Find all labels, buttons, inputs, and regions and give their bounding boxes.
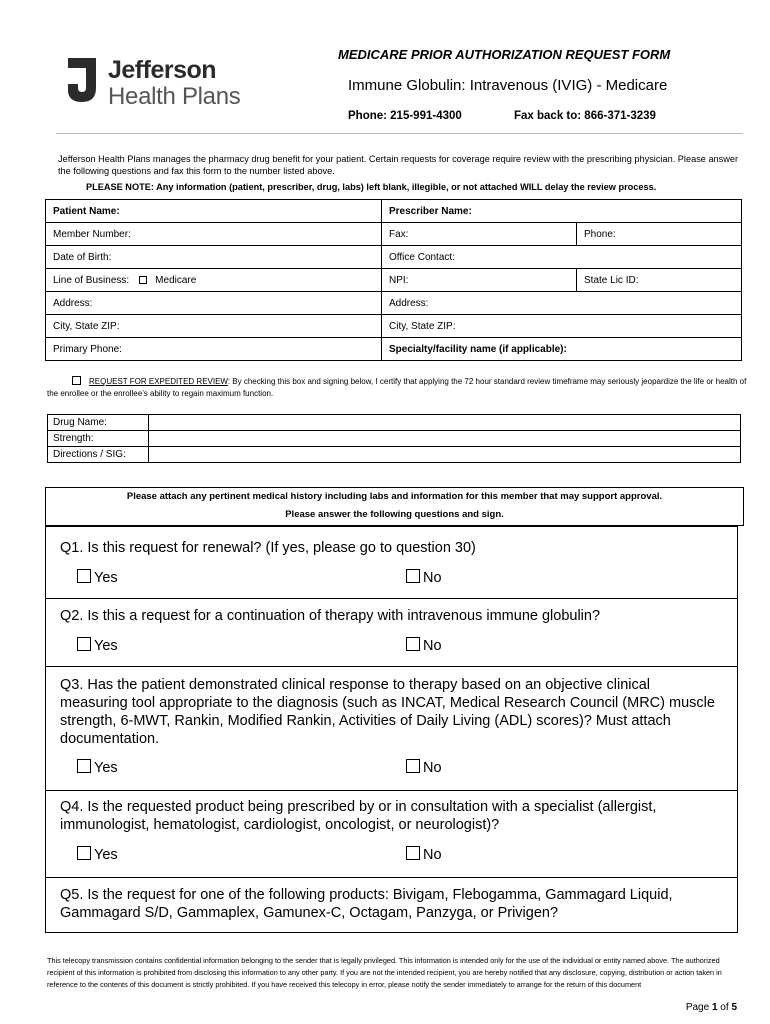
question-text: Q4. Is the requested product being prescribed by or in consultation with a specialist (allergist, immunologist, hematologist, cardiologist, oncologist, or neurologist)? bbox=[60, 799, 657, 833]
drug-table bbox=[47, 414, 741, 463]
question-text: Q2. Is this a request for a continuation of therapy with intravenous immune globulin? bbox=[60, 608, 601, 624]
header-divider bbox=[56, 133, 743, 134]
q2-no[interactable]: No bbox=[406, 637, 442, 654]
checkbox-icon[interactable] bbox=[406, 759, 420, 773]
patient-name-field[interactable]: Patient Name: bbox=[46, 200, 382, 223]
q3-yes[interactable]: Yes bbox=[77, 759, 118, 776]
expedited-review: REQUEST FOR EXPEDITED REVIEW: By checking this box and signing below, I certify that applying the 72 hour standard review timeframe may seriously jeopardize the life or health of the enrollee or the enrollee’s ability to regain maximum function. bbox=[47, 377, 747, 398]
form-title: MEDICARE PRIOR AUTHORIZATION REQUEST FORM bbox=[338, 47, 671, 62]
prescriber-name-field[interactable]: Prescriber Name: bbox=[382, 200, 742, 223]
please-note: PLEASE NOTE: Any information (patient, prescriber, drug, labs) left blank, illegible, or not attached WILL delay the review process. bbox=[86, 182, 657, 192]
question-4 bbox=[45, 790, 738, 878]
prescriber-address-field[interactable]: Address: bbox=[382, 292, 742, 315]
question-2 bbox=[45, 597, 738, 667]
q3-no[interactable]: No bbox=[406, 759, 442, 776]
drug-name-label: Drug Name: bbox=[48, 415, 149, 431]
question-1 bbox=[45, 526, 738, 599]
jefferson-logo-icon bbox=[66, 58, 98, 102]
patient-prescriber-table bbox=[45, 199, 742, 361]
question-3 bbox=[45, 666, 738, 791]
primary-phone-field[interactable]: Primary Phone: bbox=[46, 338, 382, 361]
checkbox-icon[interactable] bbox=[406, 637, 420, 651]
logo-line1: Jefferson bbox=[108, 56, 217, 84]
question-text: Q5. Is the request for one of the following products: Bivigam, Flebogamma, Gammagard Liquid, Gammagard S/D, Gammaplex, Gamunex-C, Octagam, Panzyga, or Privigen? bbox=[60, 887, 673, 921]
fax-number: Fax back to: 866-371-3239 bbox=[514, 110, 656, 122]
q2-yes[interactable]: Yes bbox=[77, 637, 118, 654]
dob-field[interactable]: Date of Birth: bbox=[46, 246, 382, 269]
strength-input[interactable] bbox=[149, 431, 741, 447]
member-number-field[interactable]: Member Number: bbox=[46, 223, 382, 246]
q1-yes[interactable]: Yes bbox=[77, 569, 118, 586]
office-contact-field[interactable]: Office Contact: bbox=[382, 246, 742, 269]
drug-name-input[interactable] bbox=[149, 415, 741, 431]
confidentiality-notice: This telecopy transmission contains confidential information belonging to the sender that is legally privileged. This information is intended only for the use of the individual or entity named above. The authorized recipient of this information is prohibited from disclosing this information to any other party. If you are not the intended recipient, you are hereby notified that any disclosure, copying, distribution or action taken in reference to the contents of this document is strictly prohibited. If you have received this telecopy in error, please notify the sender immediately to arrange for the return of this document bbox=[47, 956, 722, 989]
intro-text: Jefferson Health Plans manages the pharmacy drug benefit for your patient. Certain requests for coverage require review with the prescribing physician. Please answer the following questions and fax this form to the number listed above. bbox=[58, 154, 739, 176]
checkbox-icon[interactable] bbox=[77, 569, 91, 583]
prescriber-phone-field[interactable]: Phone: bbox=[577, 223, 742, 246]
patient-city-field[interactable]: City, State ZIP: bbox=[46, 315, 382, 338]
npi-field[interactable]: NPI: bbox=[382, 269, 577, 292]
expedited-checkbox[interactable] bbox=[72, 376, 81, 385]
page-number: Page 1 of 5 bbox=[685, 1002, 737, 1013]
checkbox-icon[interactable] bbox=[77, 759, 91, 773]
jefferson-logo bbox=[66, 56, 256, 112]
checkbox-icon[interactable] bbox=[406, 846, 420, 860]
checkbox-icon[interactable] bbox=[77, 637, 91, 651]
patient-address-field[interactable]: Address: bbox=[46, 292, 382, 315]
phone-number: Phone: 215-991-4300 bbox=[348, 110, 462, 122]
question-5 bbox=[45, 877, 738, 933]
expedited-label: REQUEST FOR EXPEDITED REVIEW bbox=[89, 377, 228, 386]
logo-line2: Health Plans bbox=[108, 83, 241, 110]
question-text: Q1. Is this request for renewal? (If yes, please go to question 30) bbox=[60, 540, 476, 556]
state-lic-field[interactable]: State Lic ID: bbox=[577, 269, 742, 292]
medicare-checkbox[interactable] bbox=[139, 276, 147, 284]
q4-yes[interactable]: Yes bbox=[77, 846, 118, 863]
checkbox-icon[interactable] bbox=[406, 569, 420, 583]
fax-field[interactable]: Fax: bbox=[382, 223, 577, 246]
checkbox-icon[interactable] bbox=[77, 846, 91, 860]
q1-no[interactable]: No bbox=[406, 569, 442, 586]
prescriber-city-field[interactable]: City, State ZIP: bbox=[382, 315, 742, 338]
question-text: Q3. Has the patient demonstrated clinical response to therapy based on an objective clinical measuring tool appropriate to the diagnosis (such as INCAT, Medical Research Council (MRC) muscle strength, 6-MWT, Rankin, Modified Rankin, Activities of Daily Living (ADL) scores)? Must attach documentation. bbox=[60, 677, 715, 747]
attach-instructions: Please attach any pertinent medical history including labs and information for this member that may support approval. Please answer the following questions and sign. bbox=[45, 487, 744, 526]
directions-input[interactable] bbox=[149, 447, 741, 463]
directions-label: Directions / SIG: bbox=[48, 447, 149, 463]
q4-no[interactable]: No bbox=[406, 846, 442, 863]
line-of-business-field[interactable]: Line of Business: Medicare bbox=[46, 269, 382, 292]
specialty-field[interactable]: Specialty/facility name (if applicable): bbox=[382, 338, 742, 361]
form-subtitle: Immune Globulin: Intravenous (IVIG) - Medicare bbox=[348, 77, 668, 94]
strength-label: Strength: bbox=[48, 431, 149, 447]
